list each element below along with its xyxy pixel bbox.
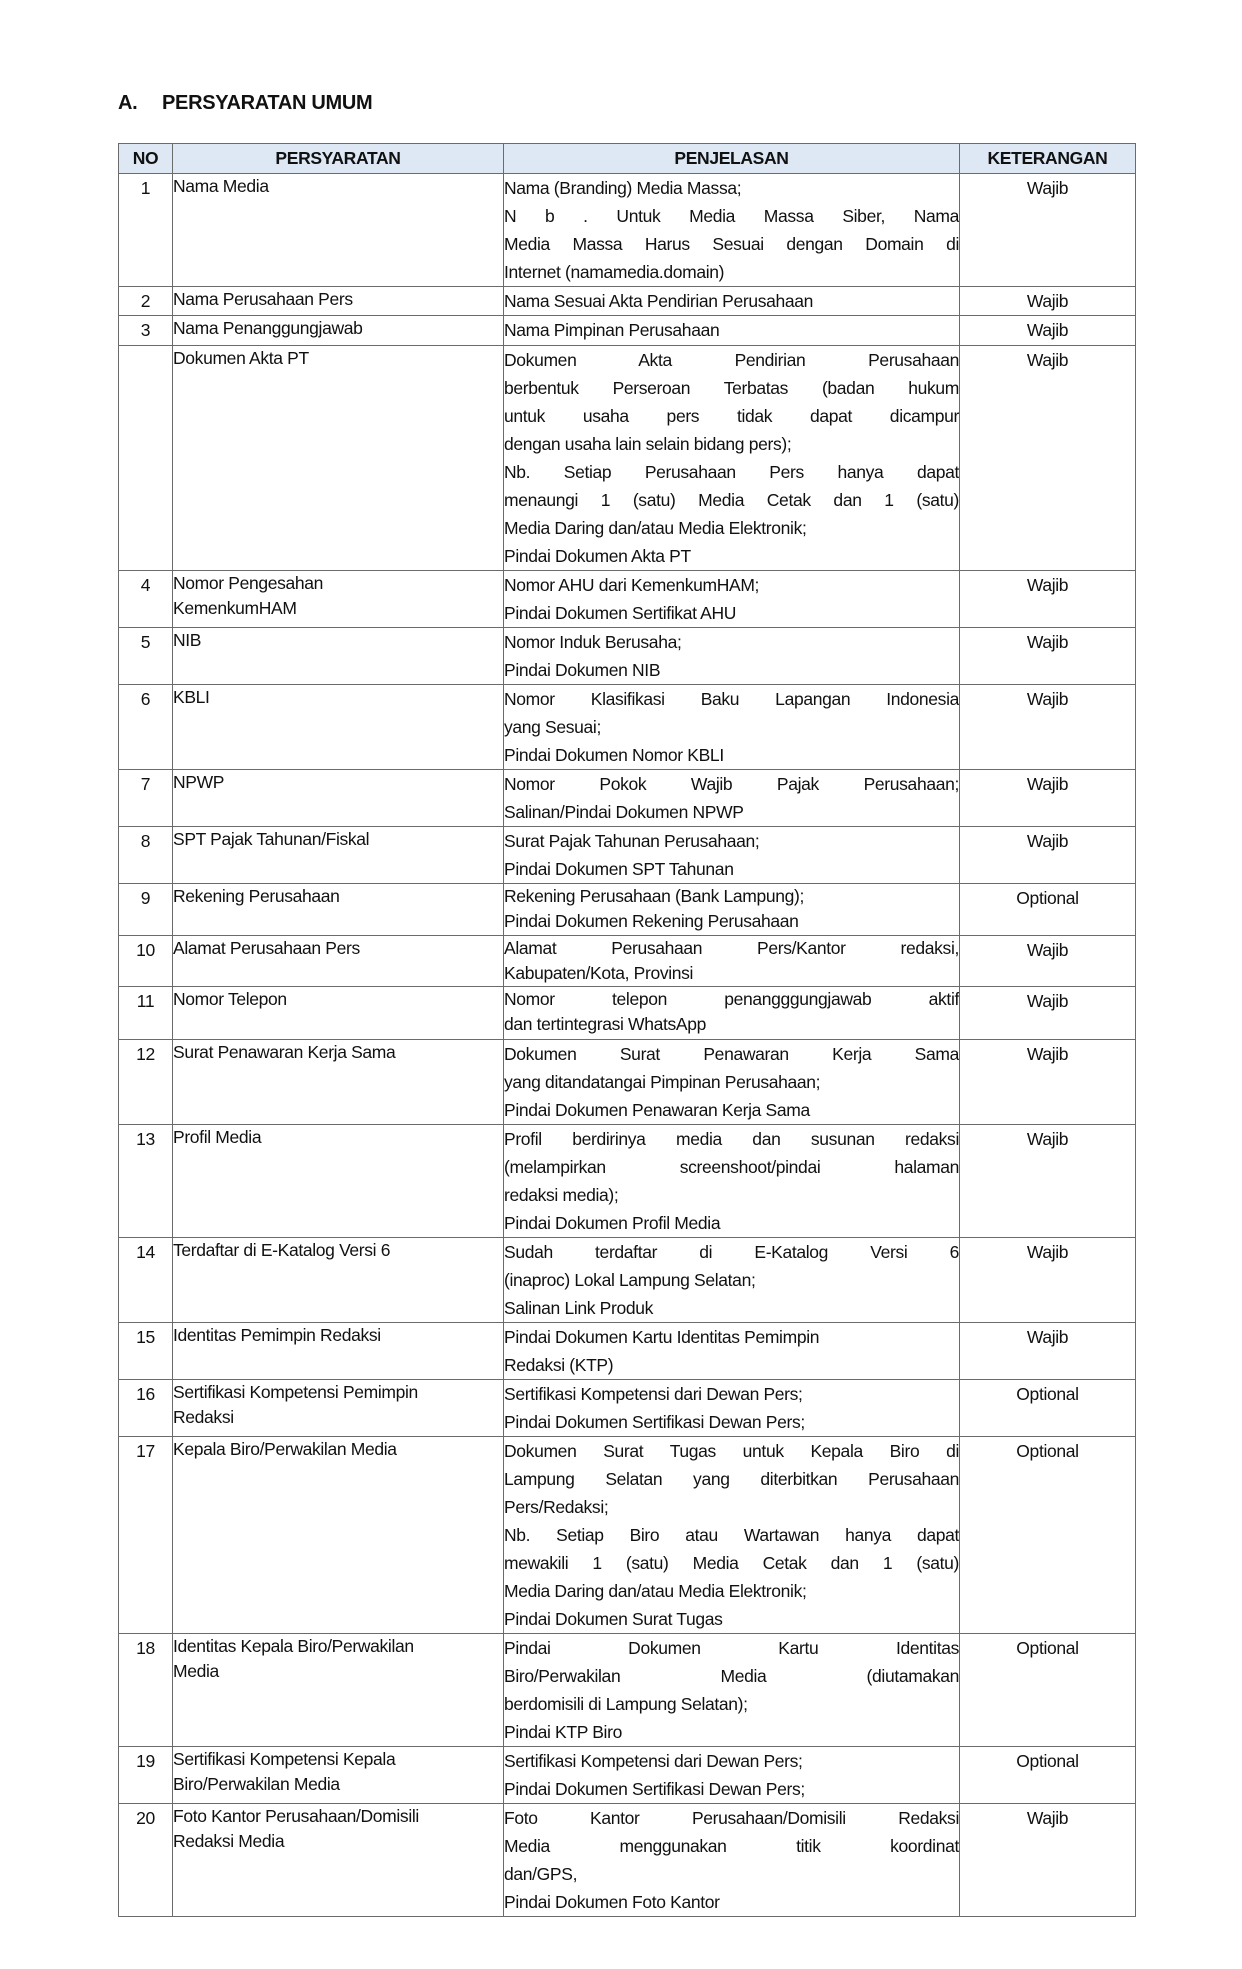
row-number: [119, 174, 173, 287]
row-number: [119, 1323, 173, 1380]
description-line: Salinan Link Produk: [504, 1298, 654, 1318]
description-line: Pindai Dokumen Rekening Perusahaan: [504, 911, 799, 931]
description-line: dan tertintegrasi WhatsApp: [504, 1014, 706, 1034]
note-badge: Wajib: [1026, 774, 1069, 794]
description-line: Pindai Dokumen SPT Tahunan: [504, 859, 734, 879]
description-cell: [504, 628, 960, 685]
table-row: [119, 316, 1136, 346]
requirement-cell: [173, 1125, 504, 1238]
description-cell: [504, 346, 960, 571]
requirement-text: KBLI: [173, 687, 210, 707]
description-line: Nomor Pokok Wajib Pajak Perusahaan;: [504, 774, 959, 794]
row-number: [119, 827, 173, 884]
requirement-cell: [173, 936, 504, 987]
row-number-text: 14: [136, 1242, 155, 1262]
description-cell: [504, 1125, 960, 1238]
requirement-cell: [173, 1323, 504, 1380]
description-line: Media menggunakan titik koordinat: [504, 1836, 959, 1856]
description-cell: [504, 884, 960, 936]
requirement-text: Nomor Telepon: [173, 989, 287, 1009]
row-number-text: 16: [136, 1384, 155, 1404]
requirements-table: [118, 143, 1136, 1917]
requirement-text: NIB: [173, 630, 202, 650]
table-row: [119, 571, 1136, 628]
description-line: Redaksi (KTP): [504, 1355, 614, 1375]
requirement-cell: [173, 770, 504, 827]
description-line: redaksi media);: [504, 1185, 619, 1205]
header-no: NO: [119, 144, 173, 174]
note-badge: Wajib: [1026, 350, 1069, 370]
row-number-text: 17: [136, 1441, 155, 1461]
note-cell: [960, 1323, 1136, 1380]
description-line: Sertifikasi Kompetensi dari Dewan Pers;: [504, 1384, 803, 1404]
note-cell: [960, 571, 1136, 628]
requirement-text: Nama Penanggungjawab: [173, 318, 363, 338]
description-line: (melampirkan screenshoot/pindai halaman: [504, 1157, 959, 1177]
description-line: Dokumen Surat Penawaran Kerja Sama: [504, 1044, 959, 1064]
note-cell: [960, 287, 1136, 316]
note-badge: Wajib: [1026, 178, 1069, 198]
row-number-text: 4: [140, 575, 151, 595]
table-row: [119, 770, 1136, 827]
table-row: [119, 1323, 1136, 1380]
description-line: Pers/Redaksi;: [504, 1497, 609, 1517]
table-row: [119, 987, 1136, 1040]
row-number: [119, 770, 173, 827]
note-badge: Wajib: [1026, 1327, 1069, 1347]
note-cell: [960, 936, 1136, 987]
description-cell: [504, 1323, 960, 1380]
description-cell: [504, 936, 960, 987]
row-number: [119, 1380, 173, 1437]
requirement-cell: [173, 628, 504, 685]
requirement-text: Biro/Perwakilan Media: [173, 1774, 340, 1794]
note-cell: [960, 827, 1136, 884]
row-number-text: [119, 346, 172, 374]
row-number-text: 1: [140, 178, 151, 198]
description-line: berbentuk Perseroan Terbatas (badan hukum: [504, 378, 959, 398]
description-line: Nb. Setiap Biro atau Wartawan hanya dapat: [504, 1525, 959, 1545]
note-badge: Wajib: [1026, 632, 1069, 652]
description-cell: [504, 1238, 960, 1323]
description-line: Foto Kantor Perusahaan/Domisili Redaksi: [504, 1808, 959, 1828]
row-number: [119, 685, 173, 770]
row-number-text: 6: [140, 689, 151, 709]
note-badge: Optional: [1016, 1384, 1079, 1404]
table-row: [119, 685, 1136, 770]
description-line: Pindai Dokumen Foto Kantor: [504, 1892, 720, 1912]
requirement-cell: [173, 1804, 504, 1917]
requirement-text: NPWP: [173, 772, 225, 792]
note-cell: [960, 1238, 1136, 1323]
description-line: Nama Sesuai Akta Pendirian Perusahaan: [504, 291, 814, 311]
header-description: PENJELASAN: [504, 144, 960, 174]
row-number: [119, 987, 173, 1040]
row-number-text: 13: [136, 1129, 155, 1149]
table-row: [119, 936, 1136, 987]
requirement-cell: [173, 827, 504, 884]
note-cell: [960, 346, 1136, 571]
note-badge: Wajib: [1026, 320, 1069, 340]
description-line: N b . Untuk Media Massa Siber, Nama: [504, 206, 959, 226]
table-row: [119, 1380, 1136, 1437]
requirement-cell: [173, 571, 504, 628]
description-cell: [504, 287, 960, 316]
requirement-text: Identitas Pemimpin Redaksi: [173, 1325, 381, 1345]
description-line: Internet (namamedia.domain): [504, 262, 725, 282]
note-badge: Optional: [1016, 1751, 1079, 1771]
description-cell: [504, 174, 960, 287]
note-badge: Wajib: [1026, 1242, 1069, 1262]
requirement-text: Sertifikasi Kompetensi Kepala: [173, 1749, 396, 1769]
row-number: [119, 346, 173, 571]
description-line: (inaproc) Lokal Lampung Selatan;: [504, 1270, 756, 1290]
requirement-text: Foto Kantor Perusahaan/Domisili: [173, 1806, 419, 1826]
row-number: [119, 1804, 173, 1917]
row-number-text: 15: [136, 1327, 155, 1347]
description-line: berdomisili di Lampung Selatan);: [504, 1694, 748, 1714]
requirement-text: Nama Perusahaan Pers: [173, 289, 353, 309]
description-line: Pindai Dokumen Nomor KBLI: [504, 745, 724, 765]
requirement-text: Surat Penawaran Kerja Sama: [173, 1042, 396, 1062]
row-number-text: 20: [136, 1808, 155, 1828]
requirement-cell: [173, 685, 504, 770]
row-number-text: 18: [136, 1638, 155, 1658]
note-badge: Wajib: [1026, 991, 1069, 1011]
requirement-cell: [173, 316, 504, 346]
table-row: [119, 287, 1136, 316]
description-line: Pindai Dokumen Profil Media: [504, 1213, 721, 1233]
header-note: KETERANGAN: [960, 144, 1136, 174]
note-cell: [960, 1747, 1136, 1804]
section-heading: [118, 92, 372, 115]
requirement-cell: [173, 1380, 504, 1437]
table-row: [119, 628, 1136, 685]
requirement-cell: [173, 346, 504, 571]
note-cell: [960, 1380, 1136, 1437]
description-line: menaungi 1 (satu) Media Cetak dan 1 (satu): [504, 490, 959, 510]
description-line: Alamat Perusahaan Pers/Kantor redaksi,: [504, 938, 959, 958]
description-line: untuk usaha pers tidak dapat dicampur: [504, 406, 959, 426]
row-number: [119, 1747, 173, 1804]
description-line: Pindai Dokumen Penawaran Kerja Sama: [504, 1100, 810, 1120]
requirement-cell: [173, 884, 504, 936]
description-line: Pindai Dokumen Kartu Identitas Pemimpin: [504, 1327, 820, 1347]
requirement-text: Nama Media: [173, 176, 269, 196]
note-badge: Wajib: [1026, 1129, 1069, 1149]
note-cell: [960, 884, 1136, 936]
requirement-text: Redaksi Media: [173, 1831, 285, 1851]
description-cell: [504, 1747, 960, 1804]
header-requirement: PERSYARATAN: [173, 144, 504, 174]
section-number: A.: [118, 92, 138, 114]
description-line: Pindai Dokumen Sertifikasi Dewan Pers;: [504, 1779, 805, 1799]
requirement-text: Identitas Kepala Biro/Perwakilan: [173, 1636, 414, 1656]
row-number: [119, 936, 173, 987]
description-line: Salinan/Pindai Dokumen NPWP: [504, 802, 744, 822]
row-number-text: 5: [140, 632, 151, 652]
row-number-text: 8: [140, 831, 151, 851]
description-line: dan/GPS,: [504, 1864, 578, 1884]
description-cell: [504, 571, 960, 628]
requirement-text: Rekening Perusahaan: [173, 886, 340, 906]
row-number: [119, 1238, 173, 1323]
description-line: yang ditandatangai Pimpinan Perusahaan;: [504, 1072, 821, 1092]
note-cell: [960, 685, 1136, 770]
description-line: Nomor telepon penangggungjawab aktif: [504, 989, 959, 1009]
requirement-text: Nomor Pengesahan: [173, 573, 324, 593]
description-line: Lampung Selatan yang diterbitkan Perusahaan: [504, 1469, 959, 1489]
description-line: Pindai Dokumen Kartu Identitas: [504, 1638, 959, 1658]
requirement-cell: [173, 287, 504, 316]
table-row: [119, 1125, 1136, 1238]
description-cell: [504, 1634, 960, 1747]
table-row: [119, 346, 1136, 571]
section-title: PERSYARATAN UMUM: [162, 92, 373, 114]
description-cell: [504, 685, 960, 770]
table-header-row: [119, 144, 1136, 174]
description-line: Rekening Perusahaan (Bank Lampung);: [504, 886, 805, 906]
table-row: [119, 174, 1136, 287]
table-row: [119, 1747, 1136, 1804]
note-badge: Wajib: [1026, 1808, 1069, 1828]
row-number-text: 3: [140, 320, 151, 340]
note-badge: Wajib: [1026, 291, 1069, 311]
description-line: Dokumen Surat Tugas untuk Kepala Biro di: [504, 1441, 959, 1461]
requirement-text: Dokumen Akta PT: [173, 348, 309, 368]
description-line: Nama Pimpinan Perusahaan: [504, 320, 720, 340]
row-number: [119, 316, 173, 346]
description-line: Pindai Dokumen Surat Tugas: [504, 1609, 723, 1629]
row-number-text: 12: [136, 1044, 155, 1064]
row-number-text: 2: [140, 291, 151, 311]
requirement-cell: [173, 1747, 504, 1804]
description-line: dengan usaha lain selain bidang pers);: [504, 434, 792, 454]
description-line: Dokumen Akta Pendirian Perusahaan: [504, 350, 959, 370]
description-cell: [504, 827, 960, 884]
row-number-text: 19: [136, 1751, 155, 1771]
requirement-cell: [173, 1238, 504, 1323]
note-cell: [960, 174, 1136, 287]
description-line: mewakili 1 (satu) Media Cetak dan 1 (satu): [504, 1553, 959, 1573]
note-badge: Wajib: [1026, 575, 1069, 595]
description-line: Media Daring dan/atau Media Elektronik;: [504, 1581, 807, 1601]
note-cell: [960, 1634, 1136, 1747]
row-number: [119, 1040, 173, 1125]
requirement-text: Redaksi: [173, 1407, 234, 1427]
row-number: [119, 287, 173, 316]
note-cell: [960, 1804, 1136, 1917]
row-number: [119, 1125, 173, 1238]
description-cell: [504, 316, 960, 346]
description-line: Nb. Setiap Perusahaan Pers hanya dapat: [504, 462, 959, 482]
requirement-cell: [173, 1040, 504, 1125]
note-cell: [960, 316, 1136, 346]
description-line: Pindai Dokumen Akta PT: [504, 546, 691, 566]
note-badge: Wajib: [1026, 1044, 1069, 1064]
note-cell: [960, 1040, 1136, 1125]
description-cell: [504, 1040, 960, 1125]
description-line: Surat Pajak Tahunan Perusahaan;: [504, 831, 760, 851]
description-line: Pindai KTP Biro: [504, 1722, 622, 1742]
requirement-text: Kepala Biro/Perwakilan Media: [173, 1439, 397, 1459]
row-number: [119, 1437, 173, 1634]
note-cell: [960, 1437, 1136, 1634]
requirement-cell: [173, 1634, 504, 1747]
description-cell: [504, 987, 960, 1040]
table-row: [119, 884, 1136, 936]
requirement-cell: [173, 174, 504, 287]
note-badge: Optional: [1016, 1441, 1079, 1461]
requirement-text: KemenkumHAM: [173, 598, 297, 618]
row-number-text: 9: [140, 888, 151, 908]
note-badge: Optional: [1016, 888, 1079, 908]
description-line: Media Daring dan/atau Media Elektronik;: [504, 518, 807, 538]
requirement-text: Media: [173, 1661, 219, 1681]
description-line: Pindai Dokumen Sertifikasi Dewan Pers;: [504, 1412, 805, 1432]
description-line: Nama (Branding) Media Massa;: [504, 178, 742, 198]
note-cell: [960, 1125, 1136, 1238]
note-badge: Optional: [1016, 1638, 1079, 1658]
requirement-text: SPT Pajak Tahunan/Fiskal: [173, 829, 370, 849]
description-line: Profil berdirinya media dan susunan redaksi: [504, 1129, 959, 1149]
description-line: Sudah terdaftar di E-Katalog Versi 6: [504, 1242, 959, 1262]
requirement-cell: [173, 1437, 504, 1634]
row-number: [119, 571, 173, 628]
description-line: Pindai Dokumen Sertifikat AHU: [504, 603, 737, 623]
row-number: [119, 1634, 173, 1747]
requirement-cell: [173, 987, 504, 1040]
table-row: [119, 1804, 1136, 1917]
table-row: [119, 1040, 1136, 1125]
note-cell: [960, 987, 1136, 1040]
row-number-text: 11: [136, 991, 155, 1011]
row-number: [119, 884, 173, 936]
description-line: Nomor Induk Berusaha;: [504, 632, 682, 652]
row-number: [119, 628, 173, 685]
description-cell: [504, 1380, 960, 1437]
requirement-text: Alamat Perusahaan Pers: [173, 938, 360, 958]
note-badge: Wajib: [1026, 831, 1069, 851]
description-line: Media Massa Harus Sesuai dengan Domain di: [504, 234, 959, 254]
description-line: Kabupaten/Kota, Provinsi: [504, 963, 694, 983]
table-row: [119, 827, 1136, 884]
description-line: Nomor AHU dari KemenkumHAM;: [504, 575, 760, 595]
table-row: [119, 1634, 1136, 1747]
row-number-text: 10: [136, 940, 155, 960]
description-line: Pindai Dokumen NIB: [504, 660, 661, 680]
requirement-text: Terdaftar di E-Katalog Versi 6: [173, 1240, 391, 1260]
description-cell: [504, 770, 960, 827]
note-cell: [960, 628, 1136, 685]
table-row: [119, 1238, 1136, 1323]
description-cell: [504, 1804, 960, 1917]
note-badge: Wajib: [1026, 689, 1069, 709]
note-cell: [960, 770, 1136, 827]
description-line: Sertifikasi Kompetensi dari Dewan Pers;: [504, 1751, 803, 1771]
requirement-text: Profil Media: [173, 1127, 262, 1147]
description-cell: [504, 1437, 960, 1634]
requirement-text: Sertifikasi Kompetensi Pemimpin: [173, 1382, 418, 1402]
description-line: Nomor Klasifikasi Baku Lapangan Indonesia: [504, 689, 959, 709]
table-row: [119, 1437, 1136, 1634]
description-line: Biro/Perwakilan Media (diutamakan: [504, 1666, 959, 1686]
row-number-text: 7: [140, 774, 151, 794]
note-badge: Wajib: [1026, 940, 1069, 960]
description-line: yang Sesuai;: [504, 717, 601, 737]
